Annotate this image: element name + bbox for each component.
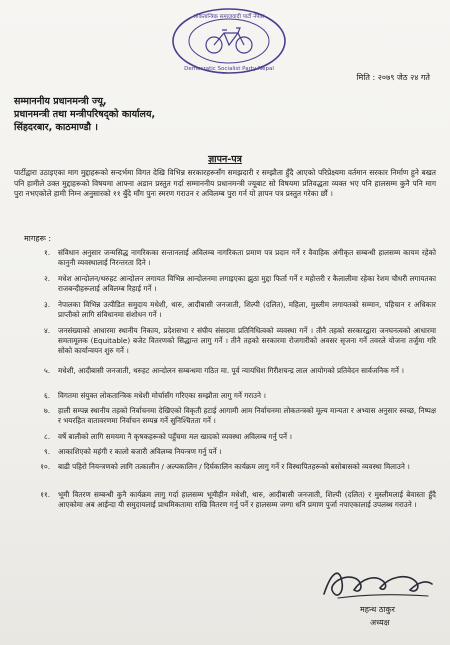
demand-number: ६. bbox=[43, 391, 50, 400]
subject-heading: ज्ञापन-पत्र bbox=[208, 154, 242, 165]
addressee-line: सिंहदरबार, काठमाण्डौ । bbox=[14, 122, 98, 133]
demand-text: भूमी वितरण सम्बन्धी कुनै कार्यक्रम लागु गर्दा हालसम्म भूमीहीन मधेशी, थारु, आदीबासी जनजाती, शिल्पी (दलित) र मुस्लीमलाई बेवास्ता हुँदै आएकोमा अब आईन्दा यी समुदायलाई प्राथमिकतामा राखि वितरण गर्नु पर्ने र हालसम्म जग्गा धनि प्रमाण पुर्जा नपाएकालाई उपलब्ध गराउने । bbox=[58, 490, 436, 510]
demand-text: बाढी पहिरो नियन्त्रणको लागि तत्कालीन / अल्पकालिन / दिर्घकालिन कार्यक्रम लागु गर्ने र विस्थापितहरूको बसोबासको व्यवस्था मिलाउने । bbox=[58, 462, 410, 471]
demand-number: ११. bbox=[40, 490, 50, 499]
demand-text: संविधान अनुसार जन्मसिद्ध नागरिकका सन्तानलाई अविलम्ब नागरिकता प्रमाण पत्र प्रदान गर्ने र वैवाहिक अंगीकृत सम्बन्धी हालसम्म कायम रहेको कानुनी व्यवस्थालाई निरन्तरता दिने । bbox=[58, 248, 436, 268]
demand-number: ९. bbox=[43, 447, 50, 456]
seal-text: लोकतान्त्रिक समाजवादी पार्टी नेपाल bbox=[193, 14, 265, 20]
demand-number: ३. bbox=[43, 300, 50, 309]
demand-text: मधेशी, आदीबासी जनजाती, थरुहट आन्दोलन सम्बन्धमा गठित मा. पूर्व न्यायधिश गिरीशचन्द्र लाल आयोगको प्रतिवेदन सार्वजनिक गर्ने । bbox=[58, 366, 404, 375]
demand-number: ४. bbox=[43, 326, 50, 335]
demand-number: २. bbox=[43, 274, 50, 283]
party-seal-icon bbox=[168, 6, 290, 76]
demand-text: हाली सम्पन्न स्थानीय तहको निर्वाचनमा देखिएको विकृती हटाई आगामी आम निर्वाचनमा लोकतन्त्रको मूल्य मान्यता र अभ्यास अनुसार स्वच्छ, निष्पक्ष र भयरहित वातावरणमा निर्वाचन सम्पन्न गर्ने सुनिश्चितता गर्ने । bbox=[58, 406, 436, 426]
signatory-title: अध्यक्ष bbox=[370, 618, 390, 627]
demand-number: १०. bbox=[40, 462, 50, 471]
seal-english-text: Democratic Socialist Party Nepal bbox=[184, 66, 274, 72]
demand-number: १. bbox=[43, 248, 50, 257]
demand-text: मधेश आन्दोलन/थरुहट आन्दोलन लगायत विभिन्न आन्दोलनमा लगाइएका झुठा मुद्दा फिर्ता गर्ने र महोत्तरी र कैलालीमा रहेका रेशम चौधरी लगायतका राजबन्दीहरूलाई अविलम्ब रिहाई गर्ने । bbox=[58, 274, 436, 294]
addressee-block bbox=[14, 95, 155, 134]
intro-paragraph: पार्टीद्वारा उठाइएका माग मुद्दाहरूको सन्दर्भमा विगत देखि विभिन्न सरकारहरूसँग समझदारी र सम्झौता हुँदै आएको परिप्रेक्ष्यमा वर्तमान सरकार निर्माण हुने बखत पनि हामीले उक्त मुद्दाहरूको विषयमा आफ्ना अडान प्रस्तुत गर्दा सम्माननीय प्रधानमन्त्री ज्यूबाट सो विषयमा प्रतिवद्धता व्यक्त भए पनि हालसम्म कुनै पनि माग पुरा नभएकोले हामी निम्न अनुसारको ११ बुँदे माँग पुनः स्मरण गराउन र अविलम्ब पुरा गर्न यो ज्ञापन पत्र प्रस्तुत गरेका छौं । bbox=[14, 168, 436, 199]
demand-text: आकाशिएको महंगी र कालो बजारी अविलम्ब नियन्त्रण गर्नु पर्ने । bbox=[58, 447, 222, 456]
demand-number: ८. bbox=[43, 432, 50, 441]
demand-text: नेपालका विभिन्न उत्पीडित समुदाय मधेशी, थारु, आदीबासी जनजाती, शिल्पी (दलित), महिला, मुस्लीम लगायतको सम्मान, पहिचान र अधिकार प्राप्तीको लागि संविधानमा संशोधन गर्ने । bbox=[58, 300, 436, 320]
demand-number: ५. bbox=[43, 366, 50, 375]
signature-icon bbox=[318, 560, 436, 608]
demand-text: वर्षे बालीको लागि समयमा नै कृषकहरूको पहुँचमा मल खादको व्यवस्था अविलम्ब गर्नु पर्ने । bbox=[58, 432, 292, 441]
signatory-name: महन्थ ठाकुर bbox=[360, 605, 395, 614]
letter-date: मिति : २०७९ जेठ २४ गते bbox=[356, 73, 430, 82]
demand-text: विगतमा संयुक्त लोकतान्त्रिक मधेशी मोर्चासँग गरिएका सम्झौता लागु गर्ने गराउने । bbox=[58, 391, 266, 400]
demand-text: जनसंख्याको आधारमा स्थानीय निकाय, प्रदेशसभा र संघीय संसदमा प्रतिनिधित्वको व्यवस्था गर्ने । तीनै तहको सरकारद्वारा जनघनत्वको आधारमा समतामूलक (Equitable) बजेट वितरणको सिद्धान्त लागु गर्ने । तीनै तहको सरकारमा रोजगारीको अवसर सृजना गर्ने तवरले योजना तर्जुमा गरि सोको कार्यान्वयन शुरु गर्ने । bbox=[58, 326, 436, 356]
demands-heading: मागहरू : bbox=[24, 234, 52, 243]
addressee-line: सम्माननीय प्रधानमन्त्री ज्यू, bbox=[14, 96, 107, 107]
demand-number: ७. bbox=[43, 406, 50, 415]
addressee-line: प्रधानमन्त्री तथा मन्त्रीपरिषद्को कार्यालय, bbox=[14, 109, 156, 120]
